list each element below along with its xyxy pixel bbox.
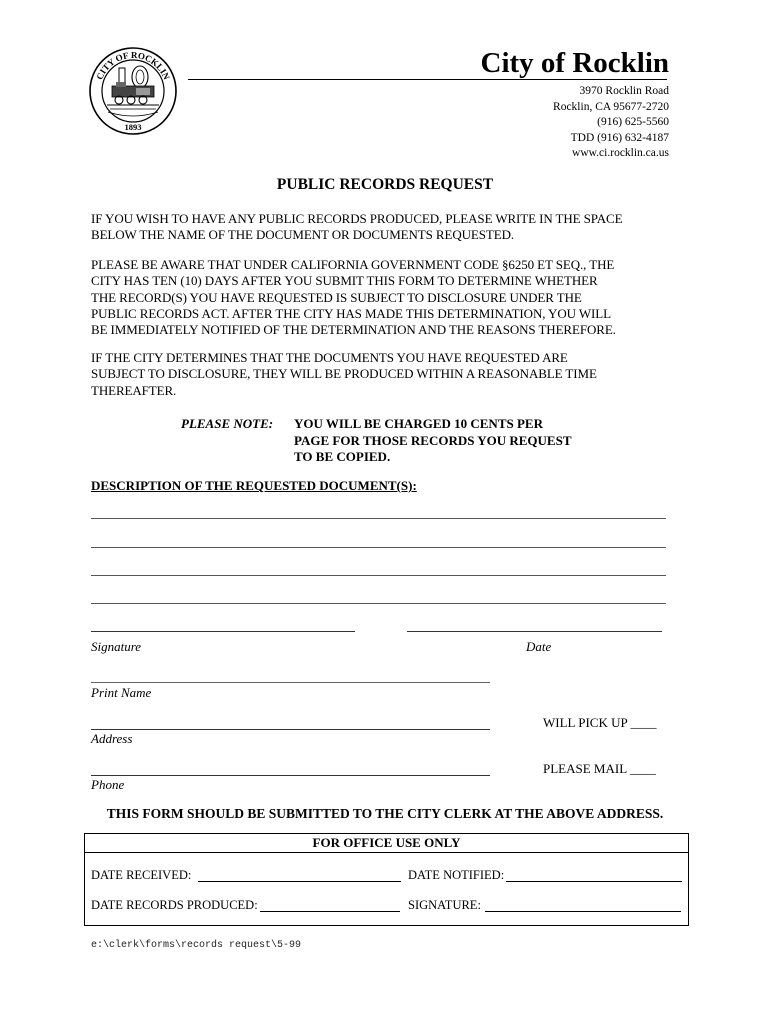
note-line: YOU WILL BE CHARGED 10 CENTS PER	[294, 416, 543, 431]
signature-label: Signature	[91, 639, 142, 654]
office-signature-label: SIGNATURE:	[408, 898, 481, 912]
paragraph-line: BE IMMEDIATELY NOTIFIED OF THE DETERMINATION AND THE REASONS THEREFORE.	[91, 322, 616, 338]
description-heading-colon: :	[412, 478, 417, 493]
form-title: PUBLIC RECORDS REQUEST	[276, 176, 494, 193]
note-line: TO BE COPIED.	[294, 449, 391, 464]
paragraph-line: SUBJECT TO DISCLOSURE, THEY WILL BE PRODUCED WITHIN A REASONABLE TIME	[91, 366, 597, 382]
paragraph-line: CITY HAS TEN (10) DAYS AFTER YOU SUBMIT THIS FORM TO DETERMINE WHETHER	[91, 273, 598, 289]
description-line-3[interactable]	[91, 575, 666, 576]
paragraph-line: PUBLIC RECORDS ACT. AFTER THE CITY HAS MADE THIS DETERMINATION, YOU WILL	[91, 305, 611, 321]
government-code-paragraph	[91, 257, 681, 338]
paragraph-line: BELOW THE NAME OF THE DOCUMENT OR DOCUMENTS REQUESTED.	[91, 227, 515, 243]
address-tdd: TDD (916) 632-4187	[570, 131, 669, 144]
submit-notice: THIS FORM SHOULD BE SUBMITTED TO THE CITY CLERK AT THE ABOVE ADDRESS.	[106, 806, 664, 821]
please-mail-option[interactable]: PLEASE MAIL ____	[543, 761, 656, 776]
will-pick-up-option[interactable]: WILL PICK UP ____	[543, 715, 657, 730]
seal-top-text: CITY OF ROCKLIN	[94, 49, 172, 82]
date-produced-label: DATE RECORDS PRODUCED:	[91, 898, 258, 912]
date-label: Date	[526, 639, 552, 654]
description-line-2[interactable]	[91, 547, 666, 548]
please-note-text	[294, 416, 572, 466]
office-use-heading: FOR OFFICE USE ONLY	[85, 834, 688, 853]
date-received-label: DATE RECEIVED:	[91, 868, 192, 882]
print-name-field[interactable]	[91, 682, 490, 683]
header-rule	[188, 79, 667, 80]
date-field[interactable]	[407, 631, 662, 632]
description-heading-text: DESCRIPTION OF THE REQUESTED DOCUMENT(S)	[91, 478, 413, 493]
address-phone: (916) 625-5560	[597, 116, 669, 128]
print-name-label: Print Name	[91, 685, 152, 700]
date-notified-label: DATE NOTIFIED:	[408, 868, 505, 882]
paragraph-line: THE RECORD(S) YOU HAVE REQUESTED IS SUBJECT TO DISCLOSURE UNDER THE	[91, 289, 582, 305]
description-line-4[interactable]	[91, 603, 666, 604]
signature-field[interactable]	[91, 631, 355, 632]
address-website: www.ci.rocklin.ca.us	[572, 147, 669, 159]
address-street: 3970 Rocklin Road	[579, 85, 669, 97]
phone-label: Phone	[91, 777, 125, 792]
phone-field[interactable]	[91, 775, 490, 776]
office-signature-field[interactable]	[485, 911, 681, 912]
description-heading	[91, 478, 417, 494]
file-path-footer: e:\clerk\forms\records request\5-99	[91, 940, 302, 951]
date-received-field[interactable]	[198, 881, 401, 882]
paragraph-line: PLEASE BE AWARE THAT UNDER CALIFORNIA GOVERNMENT CODE §6250 ET SEQ., THE	[91, 257, 615, 272]
please-note-label: PLEASE NOTE:	[181, 416, 274, 431]
city-address-block	[553, 84, 669, 162]
office-use-box	[84, 833, 689, 926]
note-line: PAGE FOR THOSE RECORDS YOU REQUEST	[294, 432, 572, 448]
city-name: City of Rocklin	[480, 47, 669, 79]
paragraph-line: THEREAFTER.	[91, 382, 177, 398]
seal-year: 1893	[124, 122, 142, 132]
disclosure-paragraph	[91, 350, 681, 399]
city-seal	[88, 46, 178, 136]
instructions-paragraph	[91, 211, 681, 244]
address-city-zip: Rocklin, CA 95677-2720	[553, 100, 669, 113]
address-label: Address	[91, 731, 133, 746]
paragraph-line: IF THE CITY DETERMINES THAT THE DOCUMENTS YOU HAVE REQUESTED ARE	[91, 350, 568, 365]
description-line-1[interactable]	[91, 518, 666, 519]
date-notified-field[interactable]	[506, 881, 682, 882]
address-field[interactable]	[91, 729, 490, 730]
date-produced-field[interactable]	[260, 911, 400, 912]
paragraph-line: IF YOU WISH TO HAVE ANY PUBLIC RECORDS PRODUCED, PLEASE WRITE IN THE SPACE	[91, 211, 623, 226]
city-seal-icon	[88, 46, 178, 136]
